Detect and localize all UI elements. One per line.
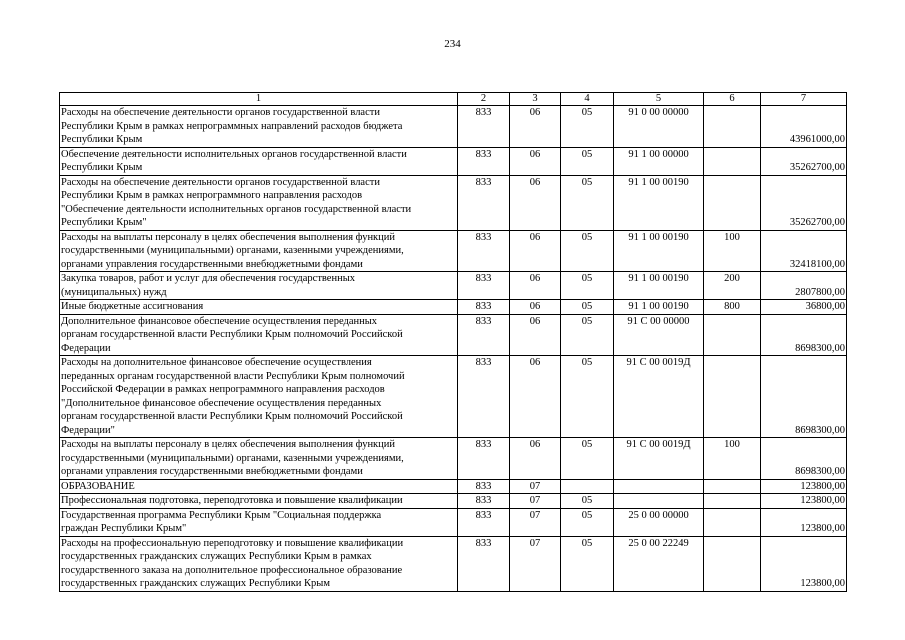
row-section-code: 06 — [510, 106, 561, 148]
table-row — [60, 508, 847, 536]
row-ministry-code: 833 — [458, 508, 510, 536]
row-ministry-code: 833 — [458, 272, 510, 300]
row-ministry-code: 833 — [458, 536, 510, 591]
row-expense-type — [704, 479, 761, 494]
header-cell: 5 — [614, 93, 704, 106]
row-section-code: 06 — [510, 438, 561, 480]
row-section-code: 06 — [510, 147, 561, 175]
row-section-code: 07 — [510, 494, 561, 509]
row-amount: 32418100,00 — [761, 230, 847, 272]
row-section-code: 06 — [510, 356, 561, 438]
row-target-article: 91 С 00 00000 — [614, 314, 704, 356]
row-description: Расходы на профессиональную переподготовку и повышение квалификации государственных гражданских служащих Республики Крым в рамках государственного заказа на дополнительное профессиональное образование государственных гражданских служащих Республики Крым — [60, 536, 458, 591]
row-section-code: 06 — [510, 300, 561, 315]
row-amount: 35262700,00 — [761, 147, 847, 175]
row-expense-type — [704, 494, 761, 509]
table-body — [60, 106, 847, 592]
row-target-article: 91 0 00 00000 — [614, 106, 704, 148]
table-row — [60, 106, 847, 148]
row-target-article: 91 С 00 0019Д — [614, 356, 704, 438]
row-amount: 123800,00 — [761, 536, 847, 591]
row-ministry-code: 833 — [458, 147, 510, 175]
row-description: Дополнительное финансовое обеспечение осуществления переданных органам государственной власти Республики Крым полномочий Российской Федерации — [60, 314, 458, 356]
row-subsection-code: 05 — [561, 300, 614, 315]
row-description: Расходы на дополнительное финансовое обеспечение осуществления переданных органам государственной власти Республики Крым полномочий Российской Федерации в рамках непрограммного направления расходов "Дополнительное финансовое обеспечение осуществления переданных органам государственной власти Республики Крым полномочий Российской Федерации" — [60, 356, 458, 438]
row-subsection-code: 05 — [561, 106, 614, 148]
row-subsection-code: 05 — [561, 230, 614, 272]
row-amount: 43961000,00 — [761, 106, 847, 148]
row-target-article: 91 1 00 00190 — [614, 230, 704, 272]
header-cell: 7 — [761, 93, 847, 106]
table-row — [60, 494, 847, 509]
row-target-article: 91 1 00 00190 — [614, 272, 704, 300]
row-expense-type — [704, 356, 761, 438]
header-cell: 3 — [510, 93, 561, 106]
table-row — [60, 147, 847, 175]
header-cell: 1 — [60, 93, 458, 106]
row-amount: 123800,00 — [761, 479, 847, 494]
row-expense-type: 800 — [704, 300, 761, 315]
table-row — [60, 356, 847, 438]
row-target-article: 25 0 00 00000 — [614, 508, 704, 536]
row-section-code: 07 — [510, 536, 561, 591]
row-description: Обеспечение деятельности исполнительных органов государственной власти Республики Крым — [60, 147, 458, 175]
row-section-code: 06 — [510, 175, 561, 230]
table-header-row — [60, 93, 847, 106]
row-expense-type — [704, 314, 761, 356]
row-amount: 8698300,00 — [761, 356, 847, 438]
row-description: Закупка товаров, работ и услуг для обеспечения государственных (муниципальных) нужд — [60, 272, 458, 300]
row-ministry-code: 833 — [458, 356, 510, 438]
row-description: Расходы на выплаты персоналу в целях обеспечения выполнения функций государственными (муниципальными) органами, казенными учреждениями, органами управления государственными внебюджетными фондами — [60, 230, 458, 272]
row-subsection-code: 05 — [561, 147, 614, 175]
row-section-code: 06 — [510, 272, 561, 300]
row-ministry-code: 833 — [458, 106, 510, 148]
table-row — [60, 479, 847, 494]
row-section-code: 07 — [510, 508, 561, 536]
row-ministry-code: 833 — [458, 230, 510, 272]
row-amount: 36800,00 — [761, 300, 847, 315]
row-expense-type — [704, 147, 761, 175]
page-number: 234 — [444, 38, 461, 50]
header-cell: 4 — [561, 93, 614, 106]
row-subsection-code: 05 — [561, 508, 614, 536]
row-subsection-code: 05 — [561, 356, 614, 438]
budget-table — [59, 92, 847, 592]
row-ministry-code: 833 — [458, 438, 510, 480]
row-amount: 8698300,00 — [761, 314, 847, 356]
row-description: Расходы на обеспечение деятельности органов государственной власти Республики Крым в рамках непрограммного направления расходов "Обеспечение деятельности исполнительных органов государственной власти Республики Крым" — [60, 175, 458, 230]
row-subsection-code: 05 — [561, 272, 614, 300]
row-expense-type — [704, 508, 761, 536]
row-expense-type — [704, 106, 761, 148]
table-row — [60, 438, 847, 480]
table-row — [60, 175, 847, 230]
row-amount: 8698300,00 — [761, 438, 847, 480]
row-ministry-code: 833 — [458, 479, 510, 494]
row-target-article: 91 1 00 00190 — [614, 300, 704, 315]
row-target-article — [614, 479, 704, 494]
row-section-code: 06 — [510, 230, 561, 272]
row-target-article: 91 С 00 0019Д — [614, 438, 704, 480]
row-expense-type — [704, 175, 761, 230]
row-description: Государственная программа Республики Крым "Социальная поддержка граждан Республики Крым" — [60, 508, 458, 536]
row-ministry-code: 833 — [458, 300, 510, 315]
header-cell: 6 — [704, 93, 761, 106]
table-row — [60, 314, 847, 356]
row-description: ОБРАЗОВАНИЕ — [60, 479, 458, 494]
row-description: Профессиональная подготовка, переподготовка и повышение квалификации — [60, 494, 458, 509]
row-target-article: 91 1 00 00190 — [614, 175, 704, 230]
row-ministry-code: 833 — [458, 314, 510, 356]
row-expense-type: 100 — [704, 230, 761, 272]
row-ministry-code: 833 — [458, 175, 510, 230]
row-section-code: 07 — [510, 479, 561, 494]
row-description: Иные бюджетные ассигнования — [60, 300, 458, 315]
row-description: Расходы на обеспечение деятельности органов государственной власти Республики Крым в рамках непрограммных направлений расходов бюджета Республики Крым — [60, 106, 458, 148]
table-row — [60, 272, 847, 300]
row-subsection-code: 05 — [561, 175, 614, 230]
row-section-code: 06 — [510, 314, 561, 356]
row-subsection-code: 05 — [561, 314, 614, 356]
row-ministry-code: 833 — [458, 494, 510, 509]
row-subsection-code: 05 — [561, 438, 614, 480]
row-amount: 123800,00 — [761, 508, 847, 536]
table-row — [60, 536, 847, 591]
table-row — [60, 230, 847, 272]
row-expense-type — [704, 536, 761, 591]
row-subsection-code: 05 — [561, 536, 614, 591]
row-target-article — [614, 494, 704, 509]
row-subsection-code: 05 — [561, 494, 614, 509]
row-amount: 35262700,00 — [761, 175, 847, 230]
row-target-article: 25 0 00 22249 — [614, 536, 704, 591]
row-subsection-code — [561, 479, 614, 494]
row-target-article: 91 1 00 00000 — [614, 147, 704, 175]
row-description: Расходы на выплаты персоналу в целях обеспечения выполнения функций государственными (муниципальными) органами, казенными учреждениями, органами управления государственными внебюджетными фондами — [60, 438, 458, 480]
row-amount: 123800,00 — [761, 494, 847, 509]
row-expense-type: 100 — [704, 438, 761, 480]
table-row — [60, 300, 847, 315]
row-amount: 2807800,00 — [761, 272, 847, 300]
row-expense-type: 200 — [704, 272, 761, 300]
header-cell: 2 — [458, 93, 510, 106]
